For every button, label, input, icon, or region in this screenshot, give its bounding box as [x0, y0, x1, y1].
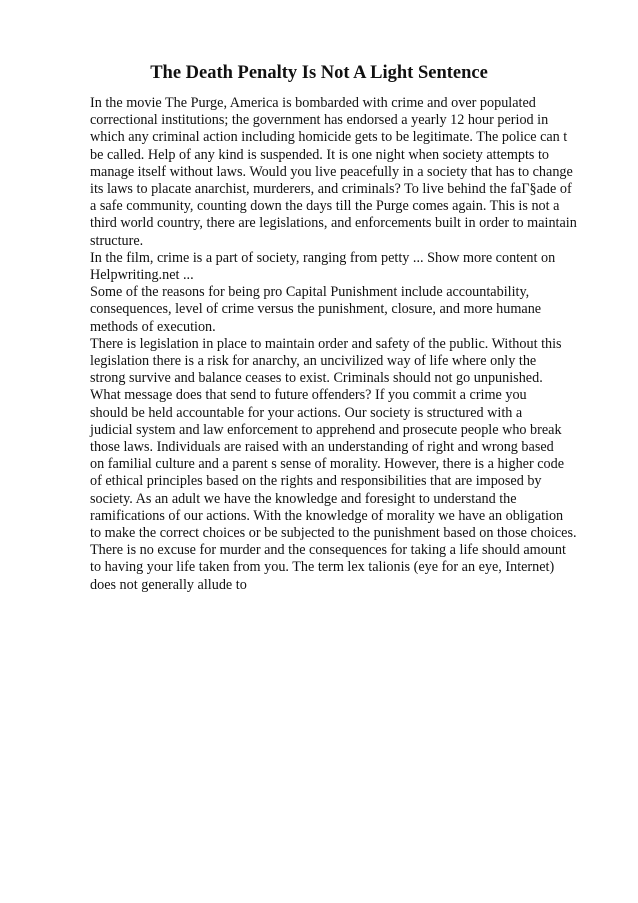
body-line: manage itself without laws. Would you live peacefully in a society that has to change — [90, 163, 573, 180]
body-line: methods of execution. — [90, 318, 216, 335]
body-line: be called. Help of any kind is suspended. It is one night when society attempts to — [90, 146, 550, 163]
body-line: on familial culture and a parent s sense of morality. However, there is a higher code — [90, 456, 565, 473]
body-line: of ethical principles based on the rights and responsibilities that are imposed by — [90, 473, 542, 490]
body-line: Some of the reasons for being pro Capital Punishment include accountability, — [90, 284, 530, 301]
body-line: In the movie The Purge, America is bombarded with crime and over populated — [90, 95, 536, 111]
body-line: There is legislation in place to maintain order and safety of the public. Without this — [90, 335, 562, 352]
body-line: What message does that send to future offenders? If you commit a crime you — [90, 387, 527, 404]
body-line: ramifications of our actions. With the knowledge of morality we have an obligation — [90, 507, 564, 524]
body-line: society. As an adult we have the knowledge and foresight to understand the — [90, 490, 517, 507]
body-line: which any criminal action including homicide gets to be legitimate. The police can t — [90, 129, 568, 146]
document-body — [90, 95, 598, 594]
body-line: Helpwriting.net ... — [90, 267, 194, 284]
body-line: should be held accountable for your actions. Our society is structured with a — [90, 404, 523, 421]
body-line: legislation there is a risk for anarchy, an uncivilized way of life where only the — [90, 353, 537, 370]
body-line: There is no excuse for murder and the consequences for taking a life should amount — [90, 542, 566, 559]
body-line: to make the correct choices or be subjected to the punishment based on those choices. — [90, 525, 577, 542]
body-line: to having your life taken from you. The term lex talionis (eye for an eye, Internet) — [90, 559, 555, 576]
body-line: structure. — [90, 232, 144, 249]
body-line: judicial system and law enforcement to apprehend and prosecute people who break — [90, 421, 562, 438]
body-line: correctional institutions; the government has endorsed a yearly 12 hour period in — [90, 112, 549, 129]
body-line: In the film, crime is a part of society, ranging from petty ... Show more content on — [90, 249, 556, 266]
body-line: third world country, there are legislations, and enforcements built in order to maintain — [90, 215, 577, 232]
body-line: strong survive and balance ceases to exist. Criminals should not go unpunished. — [90, 370, 543, 387]
body-line: those laws. Individuals are raised with an understanding of right and wrong based — [90, 439, 554, 456]
body-line: a safe community, counting down the days till the Purge comes again. This is not a — [90, 198, 560, 215]
body-line: does not generally allude to — [90, 576, 247, 593]
body-line: its laws to placate anarchist, murderers, and criminals? To live behind the faГ§ade of — [90, 181, 572, 198]
body-line: consequences, level of crime versus the punishment, closure, and more humane — [90, 301, 542, 318]
document-title: The Death Penalty Is Not A Light Sentence — [150, 63, 488, 83]
